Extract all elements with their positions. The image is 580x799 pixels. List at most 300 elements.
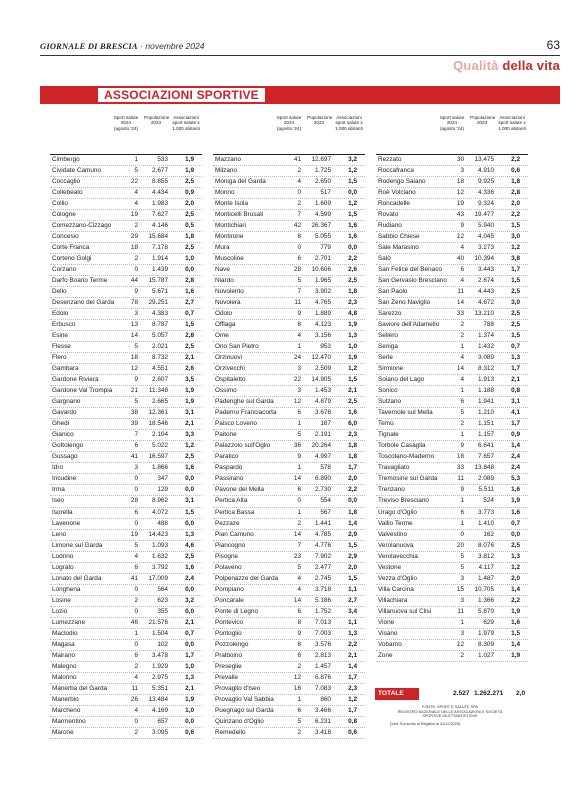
table-row — [376, 265, 528, 276]
table-row — [213, 452, 365, 463]
population: 1.410 — [478, 519, 494, 527]
municipality-name: Esine — [52, 332, 68, 340]
municipality-name: Ospitaletto — [215, 376, 246, 384]
sport-count: 28 — [293, 266, 301, 274]
table-row — [213, 618, 365, 629]
population: 4.383 — [152, 310, 168, 318]
ratio-per-1000: 3,1 — [185, 409, 194, 417]
sport-count: 24 — [293, 354, 301, 362]
ratio-per-1000: 2,5 — [185, 178, 194, 186]
table-row — [50, 353, 202, 364]
issue-date: novembre 2024 — [145, 41, 205, 51]
ratio-per-1000: 2,8 — [185, 277, 194, 285]
source-line-2: REGISTRO NAZIONALE DELLE ASSOCIAZIONI E SOCIETÀ SPORTIVE DILETTANTISTICHE — [397, 709, 503, 719]
population: 4.599 — [315, 211, 331, 219]
table-row — [50, 375, 202, 386]
ratio-per-1000: 2,5 — [511, 310, 520, 318]
sport-count: 2 — [134, 662, 138, 670]
municipality-name: Cimbergo — [52, 156, 80, 163]
population: 10.394 — [474, 255, 494, 263]
municipality-name: Monticelli Brusati — [215, 211, 264, 219]
table-row — [213, 508, 365, 519]
population: 1.374 — [478, 332, 494, 340]
ratio-per-1000: 2,0 — [348, 563, 357, 571]
table-row — [213, 243, 365, 254]
sport-count: 2 — [297, 167, 301, 175]
municipality-name: Incudine — [52, 475, 77, 483]
table-row — [50, 508, 202, 519]
table-row — [376, 397, 528, 408]
table-row — [376, 298, 528, 309]
table-row — [50, 651, 202, 662]
sport-count: 29 — [130, 233, 138, 241]
municipality-name: Gargnano — [52, 398, 81, 406]
table-row — [376, 563, 528, 574]
table-row — [50, 728, 202, 739]
table-row — [50, 496, 202, 507]
newspaper-name: GIORNALE DI BRESCIA — [40, 41, 138, 51]
total-sport: 2.527 — [453, 690, 470, 697]
sport-count: 3 — [297, 387, 301, 395]
table-row — [213, 552, 365, 563]
table-row — [376, 640, 528, 651]
municipality-name: Monno — [215, 189, 235, 197]
sport-count: 1 — [460, 519, 464, 527]
ratio-per-1000: 2,5 — [511, 288, 520, 296]
population: 1.752 — [315, 607, 331, 615]
population: 3.792 — [152, 563, 168, 571]
ratio-per-1000: 1,4 — [511, 442, 520, 450]
sport-count: 42 — [293, 222, 301, 230]
population: 1.725 — [315, 167, 331, 175]
sport-count: 5 — [297, 277, 301, 285]
municipality-name: Poncarale — [215, 596, 244, 604]
municipality-name: Vione — [378, 618, 395, 626]
municipality-name: Pontevico — [215, 618, 244, 626]
table-row — [213, 155, 365, 166]
population: 3.718 — [315, 585, 331, 593]
sport-count: 19 — [130, 530, 138, 538]
population: 5.055 — [315, 233, 331, 241]
table-row — [213, 519, 365, 530]
municipality-name: Villachiara — [378, 596, 408, 604]
sport-count: 6 — [134, 508, 138, 516]
sport-count: 14 — [456, 365, 464, 373]
ratio-per-1000: 0,7 — [511, 519, 520, 527]
ratio-per-1000: 3,3 — [185, 431, 194, 439]
sport-count: 18 — [130, 354, 138, 362]
population: 4.169 — [152, 706, 168, 714]
table-row — [376, 541, 528, 552]
population: 1.632 — [152, 552, 168, 560]
sport-count: 5 — [134, 398, 138, 406]
ratio-per-1000: 1,7 — [348, 464, 357, 472]
sport-count: 0 — [134, 607, 138, 615]
ratio-per-1000: 0,7 — [185, 629, 194, 637]
page-title: ASSOCIAZIONI SPORTIVE — [98, 88, 265, 102]
table-row — [213, 441, 365, 452]
sport-count: 2 — [297, 519, 301, 527]
population: 2.089 — [478, 475, 494, 483]
population: 2.477 — [315, 563, 331, 571]
table-row — [213, 684, 365, 695]
sport-count: 11 — [457, 607, 464, 615]
ratio-per-1000: 2,1 — [511, 376, 520, 384]
table-row — [50, 364, 202, 375]
population: 3.089 — [478, 354, 494, 362]
municipality-name: Ghedi — [52, 420, 70, 428]
sport-count: 9 — [297, 629, 301, 637]
population: 1.914 — [152, 255, 168, 263]
ratio-per-1000: 2,5 — [185, 453, 194, 461]
population: 860 — [320, 695, 331, 703]
sport-count: 5 — [297, 431, 301, 439]
population: 2.813 — [315, 651, 331, 659]
municipality-name: Ono San Pietro — [215, 343, 259, 351]
municipality-name: Lonato del Garda — [52, 574, 102, 582]
sources — [390, 705, 510, 726]
population: 1.913 — [478, 376, 494, 384]
population: 16.597 — [148, 453, 168, 461]
sport-count: 16 — [293, 684, 301, 692]
population: 20.264 — [311, 442, 331, 450]
sport-count: 7 — [134, 431, 138, 439]
municipality-name: San Zeno Naviglio — [378, 299, 431, 307]
ratio-per-1000: 2,3 — [348, 684, 357, 692]
sport-count: 38 — [130, 409, 138, 417]
ratio-per-1000: 2,2 — [348, 640, 357, 648]
header: GIORNALE DI BRESCIA · novembre 2024 63 — [40, 38, 560, 52]
sport-count: 5 — [297, 563, 301, 571]
ratio-per-1000: 1,2 — [511, 244, 520, 252]
population: 129 — [157, 486, 168, 494]
sport-count: 8 — [297, 618, 301, 626]
municipality-name: Nuvolera — [215, 299, 241, 307]
sport-count: 14 — [293, 596, 301, 604]
municipality-name: Losine — [52, 596, 71, 604]
ratio-per-1000: 2,1 — [348, 651, 357, 659]
municipality-name: Maclodio — [52, 629, 78, 637]
column-headers — [376, 112, 528, 154]
ratio-per-1000: 1,3 — [348, 332, 357, 340]
population: 21.576 — [148, 618, 168, 626]
table-row — [50, 684, 202, 695]
municipality-name: Padenghe sul Garda — [215, 398, 274, 406]
sport-count: 4 — [297, 178, 301, 186]
table-row — [376, 276, 528, 287]
population: 7.178 — [152, 244, 168, 252]
ratio-per-1000: 1,6 — [348, 222, 357, 230]
sport-count: 0 — [134, 519, 138, 527]
ratio-per-1000: 1,7 — [348, 673, 357, 681]
table-row — [376, 188, 528, 199]
population: 3.902 — [315, 288, 331, 296]
ratio-per-1000: 2,5 — [185, 343, 194, 351]
sport-count: 33 — [456, 464, 464, 472]
municipality-name: Montirone — [215, 233, 244, 241]
population: 564 — [157, 585, 168, 593]
sport-count: 0 — [134, 475, 138, 483]
municipality-name: Vestone — [378, 563, 402, 571]
municipality-name: Manerbio — [52, 695, 79, 703]
municipality-name: Nuvolento — [215, 288, 244, 296]
population: 6.231 — [315, 717, 331, 725]
table-row — [213, 210, 365, 221]
table-row — [213, 530, 365, 541]
table-row — [50, 331, 202, 342]
municipality-name: Remedello — [215, 728, 246, 736]
population: 3.576 — [315, 640, 331, 648]
table-row — [213, 254, 365, 265]
ratio-per-1000: 1,3 — [185, 673, 194, 681]
municipality-name: Ome — [215, 332, 229, 340]
ratio-per-1000: 1,5 — [348, 574, 357, 582]
population: 347 — [157, 475, 168, 483]
table-row — [50, 452, 202, 463]
municipality-name: Torbole Casaglia — [378, 442, 426, 450]
ratio-per-1000: 1,9 — [185, 695, 194, 703]
municipality-name: Leno — [52, 530, 67, 538]
municipality-name: Gardone Riviera — [52, 376, 99, 384]
municipality-name: Gambara — [52, 365, 79, 373]
population: 14.905 — [311, 376, 331, 384]
municipality-name: Corteno Golgi — [52, 255, 92, 263]
ratio-per-1000: 3,2 — [185, 596, 194, 604]
population: 3.812 — [478, 552, 494, 560]
ratio-per-1000: 3,1 — [511, 398, 520, 406]
sport-count: 20 — [456, 541, 464, 549]
table-row — [50, 342, 202, 353]
population: 2.191 — [315, 431, 331, 439]
municipality-name: Idro — [52, 464, 64, 472]
population: 355 — [157, 607, 168, 615]
table-row — [213, 651, 365, 662]
population: 2.607 — [152, 376, 168, 384]
table-row — [50, 320, 202, 331]
sport-count: 11 — [294, 299, 301, 307]
ratio-per-1000: 1,9 — [185, 167, 194, 175]
ratio-per-1000: 0,9 — [185, 189, 194, 197]
municipality-name: Pompiano — [215, 585, 244, 593]
table-row — [213, 331, 365, 342]
municipality-name: Paspardo — [215, 464, 243, 472]
ratio-per-1000: 1,2 — [348, 695, 357, 703]
table-row — [376, 375, 528, 386]
municipality-name: Orzinuovi — [215, 354, 242, 362]
population: 1.889 — [315, 310, 331, 318]
municipality-name: Orzivecchi — [215, 365, 245, 373]
population: 1.093 — [152, 541, 168, 549]
population: 15.787 — [148, 277, 168, 285]
population: 7.657 — [478, 453, 494, 461]
municipality-name: Limone sul Garda — [52, 541, 103, 549]
sport-count: 8 — [297, 321, 301, 329]
sport-count: 5 — [134, 343, 138, 351]
ratio-per-1000: 0,0 — [348, 497, 357, 505]
population: 1.151 — [478, 420, 494, 428]
population: 102 — [157, 640, 168, 648]
municipality-name: Tavernole sul Mella — [378, 409, 433, 417]
population: 779 — [320, 244, 331, 252]
ratio-per-1000: 0,7 — [511, 343, 520, 351]
municipality-name: Seniga — [378, 343, 398, 351]
population: 15.684 — [148, 233, 168, 241]
table-row — [213, 706, 365, 717]
table-row — [213, 563, 365, 574]
table-row — [50, 188, 202, 199]
table-row — [50, 243, 202, 254]
sport-count: 4 — [297, 585, 301, 593]
municipality-name: Marmentino — [52, 717, 86, 725]
population: 8.855 — [152, 178, 168, 186]
table-row — [376, 287, 528, 298]
municipality-name: Tignale — [378, 431, 399, 439]
municipality-name: Trenzano — [378, 486, 405, 494]
ratio-per-1000: 2,5 — [348, 398, 357, 406]
table-row — [213, 375, 365, 386]
sport-count: 5 — [460, 409, 464, 417]
municipality-name: Niardo — [215, 277, 234, 285]
sport-count: 39 — [130, 420, 138, 428]
municipality-name: Verolavecchia — [378, 552, 418, 560]
municipality-name: Urago d'Oglio — [378, 508, 417, 516]
ratio-per-1000: 1,7 — [348, 706, 357, 714]
ratio-per-1000: 1,2 — [348, 200, 357, 208]
sport-count: 5 — [134, 167, 138, 175]
sport-count: 0 — [460, 530, 464, 538]
population: 4.336 — [478, 189, 494, 197]
table-row — [213, 419, 365, 430]
municipality-name: Zone — [378, 651, 393, 659]
ratio-per-1000: 1,4 — [511, 640, 520, 648]
table-row — [213, 353, 365, 364]
population: 4.910 — [478, 167, 494, 175]
population: 7.083 — [315, 684, 331, 692]
sport-count: 6 — [134, 563, 138, 571]
sport-count: 3 — [297, 365, 301, 373]
ratio-per-1000: 1,9 — [511, 497, 520, 505]
table-row — [213, 265, 365, 276]
municipality-name: Mairano — [52, 651, 76, 659]
table-row — [376, 364, 528, 375]
sport-count: 6 — [297, 607, 301, 615]
sport-count: 2 — [297, 662, 301, 670]
ratio-per-1000: 2,0 — [185, 200, 194, 208]
table-row — [50, 430, 202, 441]
ratio-per-1000: 1,8 — [348, 453, 357, 461]
population: 12.697 — [311, 156, 331, 163]
municipality-name: Lumezzane — [52, 618, 86, 626]
population: 1.457 — [315, 662, 331, 670]
ratio-per-1000: 2,5 — [511, 541, 520, 549]
population: 13.210 — [474, 310, 494, 318]
municipality-name: Sulzano — [378, 398, 402, 406]
sport-count: 2 — [460, 420, 464, 428]
ratio-per-1000: 2,2 — [348, 255, 357, 263]
population: 1.441 — [315, 519, 331, 527]
table-row — [50, 309, 202, 320]
population: 5.940 — [478, 222, 494, 230]
table-row — [376, 166, 528, 177]
table-row — [50, 563, 202, 574]
table-row — [50, 706, 202, 717]
table-row — [213, 585, 365, 596]
table-row — [50, 607, 202, 618]
table-row — [213, 629, 365, 640]
table-row — [213, 320, 365, 331]
municipality-name: Marone — [52, 728, 74, 736]
table-row — [376, 430, 528, 441]
table-row — [213, 221, 365, 232]
municipality-name: Flesse — [52, 343, 71, 351]
population: 629 — [483, 618, 494, 626]
municipality-name: Roncadelle — [378, 200, 410, 208]
municipality-name: Travagliato — [378, 464, 410, 472]
ratio-per-1000: 0,6 — [185, 728, 194, 736]
sport-count: 1 — [460, 431, 464, 439]
population: 4.146 — [152, 222, 168, 230]
population: 1.027 — [478, 651, 494, 659]
municipality-name: Villanuova sul Clisi — [378, 607, 432, 615]
table-row — [50, 166, 202, 177]
municipality-name: Paderno Franciacorta — [215, 409, 277, 417]
ratio-per-1000: 1,8 — [511, 178, 520, 186]
population: 2.665 — [152, 398, 168, 406]
municipality-name: Offlaga — [215, 321, 236, 329]
municipality-name: Pertica Alta — [215, 497, 248, 505]
municipality-name: Preseglie — [215, 662, 242, 670]
sport-count: 18 — [456, 178, 464, 186]
ratio-per-1000: 1,5 — [348, 376, 357, 384]
municipality-name: Valvestino — [378, 530, 408, 538]
ratio-per-1000: 2,5 — [511, 321, 520, 329]
table-row — [50, 629, 202, 640]
population: 2.650 — [315, 178, 331, 186]
table-row — [213, 408, 365, 419]
table-row — [50, 441, 202, 452]
ratio-per-1000: 2,5 — [348, 277, 357, 285]
sport-count: 4 — [297, 332, 301, 340]
ratio-per-1000: 2,1 — [185, 684, 194, 692]
population: 1.504 — [152, 629, 168, 637]
ratio-per-1000: 2,0 — [348, 475, 357, 483]
ratio-per-1000: 1,0 — [348, 343, 357, 351]
population: 788 — [483, 321, 494, 329]
municipality-name: Ponte di Legno — [215, 607, 258, 615]
population: 8.787 — [152, 321, 168, 329]
table-row — [50, 474, 202, 485]
ratio-per-1000: 1,6 — [511, 508, 520, 516]
municipality-name: San Paolo — [378, 288, 408, 296]
sport-count: 1 — [460, 387, 464, 395]
table-row — [50, 397, 202, 408]
sport-count: 12 — [456, 640, 464, 648]
table-row — [213, 474, 365, 485]
population: 5.351 — [152, 684, 168, 692]
municipality-name: Pavone del Mella — [215, 486, 265, 494]
sport-count: 6 — [297, 706, 301, 714]
table-row — [376, 254, 528, 265]
municipality-name: Desenzano del Garda — [52, 299, 115, 307]
table-column-3 — [376, 112, 528, 662]
table-row — [50, 210, 202, 221]
sport-count: 14 — [130, 332, 138, 340]
ratio-per-1000: 1,9 — [511, 651, 520, 659]
table-row — [213, 166, 365, 177]
ratio-per-1000: 1,8 — [185, 233, 194, 241]
municipality-name: Sirmione — [378, 365, 404, 373]
population: 7.902 — [315, 552, 331, 560]
